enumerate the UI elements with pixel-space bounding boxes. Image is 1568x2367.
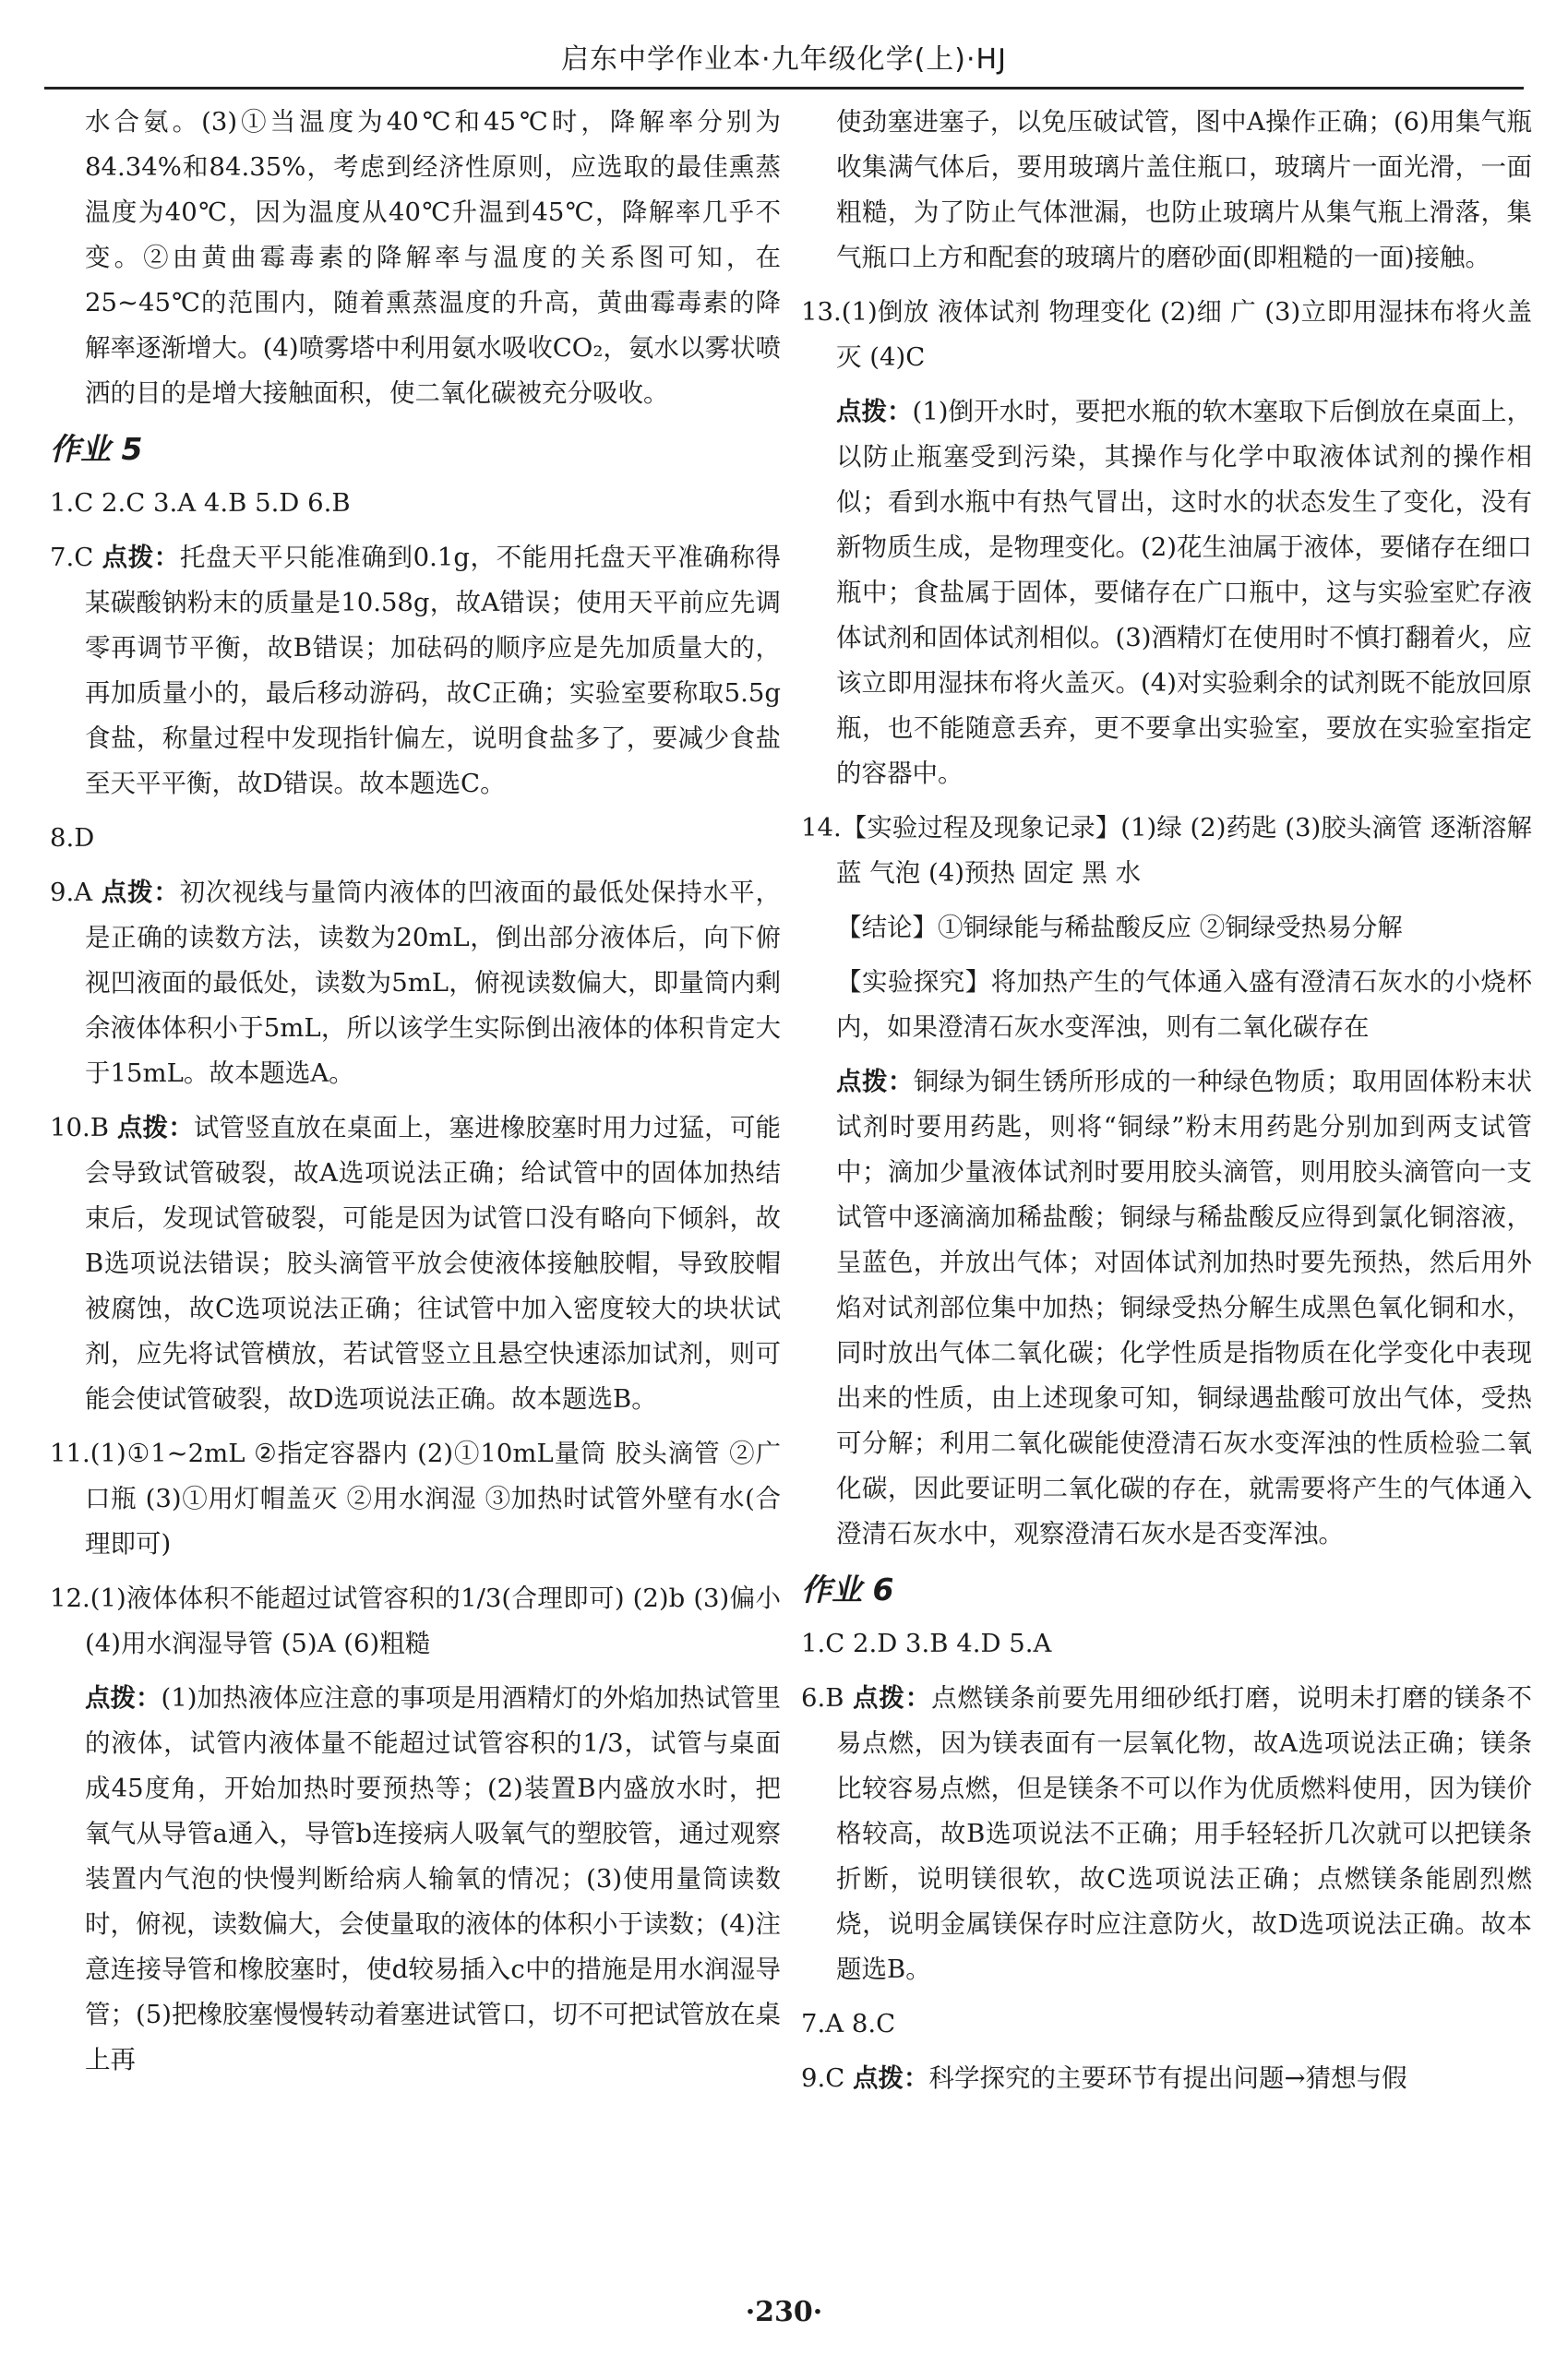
answer-6 (801, 1676, 1532, 1992)
tip-label: 点拨： (853, 1683, 932, 1713)
continuation-text: 使劲塞进塞子，以免压破试管，图中A操作正确；(6)用集气瓶收集满气体后，要用玻璃片盖住瓶口，玻璃片一面光滑，一面粗糙，为了防止气体泄漏，也防止玻璃片从集气瓶上滑落，集气瓶口上方和配套的玻璃片的磨砂面(即粗糙的一面)接触。 (836, 107, 1532, 272)
answer-6-prefix: 6.B (801, 1683, 844, 1713)
answer-12-tip-block (50, 1676, 781, 2083)
answer-14-conclusion (801, 905, 1532, 950)
answer-9-section6 (801, 2056, 1532, 2101)
answer-1-5-text: 1.C 2.D 3.B 4.D 5.A (801, 1629, 1052, 1658)
answer-9-tip: 科学探究的主要环节有提出问题→猜想与假 (928, 2063, 1407, 2093)
answer-14-text: 14.【实验过程及现象记录】(1)绿 (2)药匙 (3)胶头滴管 逐渐溶解 蓝 气泡 (4)预热 固定 黑 水 (801, 813, 1532, 888)
answer-12-text: 12.(1)液体体积不能超过试管容积的1/3(合理即可) (2)b (3)偏小 (4)用水润湿导管 (5)A (6)粗糙 (50, 1584, 781, 1658)
tip-label: 点拨： (853, 2063, 929, 2093)
answer-13-tip-block (801, 389, 1532, 796)
section-heading-6: 作业 6 (801, 1572, 894, 1608)
header-title: 启东中学作业本·九年级化学(上)·HJ (561, 43, 1007, 76)
answer-12-tip: (1)加热液体应注意的事项是用酒精灯的外焰加热试管里的液体，试管内液体量不能超过试管容积的1/3，试管与桌面成45度角，开始加热时要预热等；(2)装置B内盛放水时，把氧气从导管a通入，导管b连接病人吸氧气的塑胶管，通过观察装置内气泡的快慢判断给病人输氧的情况；(3)使用量筒读数时，俯视，读数偏大，会使量取的液体的体积小于读数；(4)注意连接导管和橡胶塞时，使d较易插入c中的措施是用水润湿导管；(5)把橡胶塞慢慢转动着塞进试管口，切不可把试管放在桌上再 (85, 1683, 782, 2074)
answer-continuation (50, 100, 781, 416)
answer-1-6-text: 1.C 2.C 3.A 4.B 5.D 6.B (50, 488, 351, 518)
page-header (44, 39, 1524, 90)
answer-14 (801, 806, 1532, 896)
answer-7-prefix: 7.C (50, 543, 94, 572)
answer-9-prefix: 9.C (801, 2063, 845, 2093)
answer-6-tip: 点燃镁条前要先用细砂纸打磨，说明未打磨的镁条不易点燃，因为镁表面有一层氧化物，故A选项说法正确；镁条比较容易点燃，但是镁条不可以作为优质燃料使用，因为镁价格较高，故B选项说法不正确；用手轻轻折几次就可以把镁条折断，说明镁很软，故C选项说法正确；点燃镁条能剧烈燃烧，说明金属镁保存时应注意防火，故D选项说法正确。故本题选B。 (836, 1683, 1533, 1984)
tip-label: 点拨： (85, 1683, 162, 1713)
answer-11 (50, 1431, 781, 1567)
tip-label: 点拨： (102, 543, 180, 572)
answer-7-8-text: 7.A 8.C (801, 2009, 896, 2038)
right-column (801, 100, 1532, 2110)
answer-1-5 (801, 1621, 1532, 1667)
answer-9 (50, 870, 781, 1096)
answer-10 (50, 1106, 781, 1422)
answer-12 (50, 1576, 781, 1667)
answer-14-exploration-text: 【实验探究】将加热产生的气体通入盛有澄清石灰水的小烧杯内，如果澄清石灰水变浑浊，则有二氧化碳存在 (836, 967, 1532, 1042)
answer-10-tip: 试管竖直放在桌面上，塞进橡胶塞时用力过猛，可能会导致试管破裂，故A选项说法正确；给试管中的固体加热结束后，发现试管破裂，可能是因为试管口没有略向下倾斜，故B选项说法错误；胶头滴管平放会使液体接触胶帽，导致胶帽被腐蚀，故C选项说法正确；往试管中加入密度较大的块状试剂，应先将试管横放，若试管竖立且悬空快速添加试剂，则可能会使试管破裂，故D选项说法正确。故本题选B。 (85, 1113, 782, 1414)
answer-7 (50, 535, 781, 807)
answer-9-prefix: 9.A (50, 878, 93, 907)
answer-14-exploration (801, 960, 1532, 1050)
answer-1-6 (50, 481, 781, 526)
answer-7-8 (801, 2002, 1532, 2047)
tip-label: 点拨： (836, 397, 913, 426)
answer-12-continuation (801, 100, 1532, 281)
answer-7-tip: 托盘天平只能准确到0.1g，不能用托盘天平准确称得某碳酸钠粉末的质量是10.58g，故A错误；使用天平前应先调零再调节平衡，故B错误；加砝码的顺序应是先加质量大的，再加质量小的，最后移动游码，故C正确；实验室要称取5.5g食盐，称量过程中发现指针偏左，说明食盐多了，要减少食盐至天平平衡，故D错误。故本题选C。 (85, 543, 781, 798)
answer-11-text: 11.(1)①1~2mL ②指定容器内 (2)①10mL量筒 胶头滴管 ②广口瓶 (3)①用灯帽盖灭 ②用水润湿 ③加热时试管外壁有水(合理即可) (50, 1439, 781, 1559)
tip-label: 点拨： (101, 878, 180, 907)
answer-14-tip-block (801, 1059, 1532, 1557)
page-number: ·230· (745, 2296, 823, 2328)
continuation-text: 水合氨。(3)①当温度为40℃和45℃时，降解率分别为84.34%和84.35%，考虑到经济性原则，应选取的最佳熏蒸温度为40℃，因为温度从40℃升温到45℃，降解率几乎不变。②由黄曲霉毒素的降解率与温度的关系图可知，在25~45℃的范围内，随着熏蒸温度的升高，黄曲霉毒素的降解率逐渐增大。(4)喷雾塔中利用氨水吸收CO₂，氨水以雾状喷洒的目的是增大接触面积，使二氧化碳被充分吸收。 (85, 107, 781, 408)
answer-14-conclusion-text: 【结论】①铜绿能与稀盐酸反应 ②铜绿受热易分解 (836, 913, 1403, 942)
answer-10-prefix: 10.B (50, 1113, 109, 1142)
tip-label: 点拨： (116, 1113, 194, 1142)
section-heading-5: 作业 5 (50, 431, 143, 467)
left-column (50, 100, 781, 2092)
answer-13-tip: (1)倒开水时，要把水瓶的软木塞取下后倒放在桌面上，以防止瓶塞受到污染，其操作与化学中取液体试剂的操作相似；看到水瓶中有热气冒出，这时水的状态发生了变化，没有新物质生成，是物理变化。(2)花生油属于液体，要储存在细口瓶中；食盐属于固体，要储存在广口瓶中，这与实验室贮存液体试剂和固体试剂相似。(3)酒精灯在使用时不慎打翻着火，应该立即用湿抹布将火盖灭。(4)对实验剩余的试剂既不能放回原瓶，也不能随意丢弃，更不要拿出实验室，要放在实验室指定的容器中。 (836, 397, 1533, 788)
answer-14-tip: 铜绿为铜生锈所形成的一种绿色物质；取用固体粉末状试剂时要用药匙，则将“铜绿”粉末用药匙分别加到两支试管中；滴加少量液体试剂时要用胶头滴管，则用胶头滴管向一支试管中逐滴滴加稀盐酸；铜绿与稀盐酸反应得到氯化铜溶液，呈蓝色，并放出气体；对固体试剂加热时要先预热，然后用外焰对试剂部位集中加热；铜绿受热分解生成黑色氧化铜和水，同时放出气体二氧化碳；化学性质是指物质在化学变化中表现出来的性质，由上述现象可知，铜绿遇盐酸可放出气体，受热可分解；利用二氧化碳能使澄清石灰水变浑浊的性质检验二氧化碳，因此要证明二氧化碳的存在，就需要将产生的气体通入澄清石灰水中，观察澄清石灰水是否变浑浊。 (836, 1067, 1532, 1548)
answer-13 (801, 290, 1532, 380)
answer-8-text: 8.D (50, 823, 95, 853)
answer-9-tip: 初次视线与量筒内液体的凹液面的最低处保持水平，是正确的读数方法，读数为20mL，倒出部分液体后，向下俯视凹液面的最低处，读数为5mL，俯视读数偏大，即量筒内剩余液体体积小于5mL，所以该学生实际倒出液体的体积肯定大于15mL。故本题选A。 (85, 878, 781, 1088)
answer-8 (50, 816, 781, 861)
tip-label: 点拨： (836, 1067, 914, 1096)
answer-13-text: 13.(1)倒放 液体试剂 物理变化 (2)细 广 (3)立即用湿抹布将火盖灭 (4)C (801, 297, 1532, 372)
